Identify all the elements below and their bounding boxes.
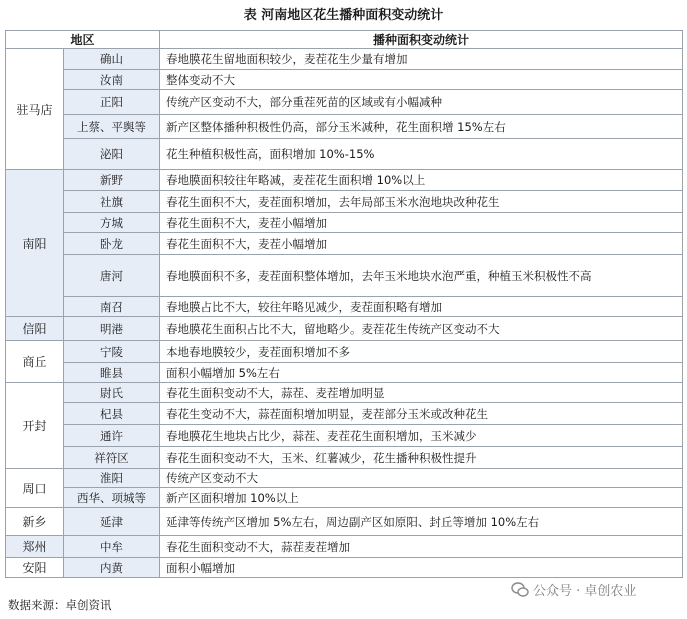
area-cell: 祥符区 xyxy=(64,447,160,469)
area-cell: 社旗 xyxy=(64,191,160,213)
area-cell: 卧龙 xyxy=(64,233,160,255)
region-cell: 开封 xyxy=(6,383,64,469)
table-row xyxy=(6,191,683,213)
region-cell: 南阳 xyxy=(6,170,64,317)
change-description-cell: 面积小幅增加 5%左右 xyxy=(160,363,683,383)
region-cell: 新乡 xyxy=(6,508,64,536)
area-cell: 唐河 xyxy=(64,255,160,297)
planting-area-table xyxy=(5,30,683,578)
table-row xyxy=(6,536,683,558)
table-row xyxy=(6,115,683,139)
table-row xyxy=(6,170,683,191)
area-cell: 杞县 xyxy=(64,403,160,425)
table-row xyxy=(6,341,683,363)
table-row xyxy=(6,558,683,578)
area-cell: 中牟 xyxy=(64,536,160,558)
area-cell: 南召 xyxy=(64,297,160,317)
header-region: 地区 xyxy=(6,31,160,49)
table-row xyxy=(6,70,683,90)
header-change: 播种面积变动统计 xyxy=(160,31,683,49)
table-row xyxy=(6,213,683,233)
table-row xyxy=(6,508,683,536)
change-description-cell: 新产区整体播种积极性仍高，部分玉米减种，花生面积增 15%左右 xyxy=(160,115,683,139)
table-row xyxy=(6,49,683,70)
change-description-cell: 春地膜花生留地面积较少，麦茬花生少量有增加 xyxy=(160,49,683,70)
wechat-icon xyxy=(511,582,529,598)
change-description-cell: 整体变动不大 xyxy=(160,70,683,90)
table-row xyxy=(6,90,683,115)
region-cell: 郑州 xyxy=(6,536,64,558)
area-cell: 明港 xyxy=(64,317,160,341)
change-description-cell: 传统产区变动不大 xyxy=(160,469,683,488)
table-body xyxy=(6,49,683,578)
area-cell: 泌阳 xyxy=(64,139,160,170)
table-row xyxy=(6,403,683,425)
table-row xyxy=(6,447,683,469)
watermark-text: 公众号 · 卓创农业 xyxy=(533,584,637,599)
area-cell: 延津 xyxy=(64,508,160,536)
table-row xyxy=(6,425,683,447)
change-description-cell: 春花生面积变动不大，蒜茬、麦茬增加明显 xyxy=(160,383,683,403)
table-row xyxy=(6,297,683,317)
table-row xyxy=(6,233,683,255)
table-row xyxy=(6,383,683,403)
area-cell: 新野 xyxy=(64,170,160,191)
change-description-cell: 春地膜花生面积占比不大，留地略少。麦茬花生传统产区变动不大 xyxy=(160,317,683,341)
area-cell: 通许 xyxy=(64,425,160,447)
table-row xyxy=(6,488,683,508)
change-description-cell: 春地膜花生地块占比少，蒜茬、麦茬花生面积增加，玉米减少 xyxy=(160,425,683,447)
change-description-cell: 春花生变动不大，蒜茬面积增加明显，麦茬部分玉米或改种花生 xyxy=(160,403,683,425)
table-header-row xyxy=(6,31,683,49)
change-description-cell: 传统产区变动不大，部分重茬死苗的区域或有小幅减种 xyxy=(160,90,683,115)
region-cell: 驻马店 xyxy=(6,49,64,170)
area-cell: 方城 xyxy=(64,213,160,233)
table-row xyxy=(6,469,683,488)
change-description-cell: 本地春地膜较少，麦茬面积增加不多 xyxy=(160,341,683,363)
area-cell: 尉氏 xyxy=(64,383,160,403)
table-title: 表 河南地区花生播种面积变动统计 xyxy=(243,8,444,23)
change-description-cell: 春花生面积不大，麦茬小幅增加 xyxy=(160,233,683,255)
region-cell: 信阳 xyxy=(6,317,64,341)
table-row xyxy=(6,255,683,297)
area-cell: 确山 xyxy=(64,49,160,70)
watermark xyxy=(511,580,636,599)
table-row xyxy=(6,317,683,341)
region-cell: 周口 xyxy=(6,469,64,508)
change-description-cell: 春地膜面积较往年略减，麦茬花生面积增 10%以上 xyxy=(160,170,683,191)
area-cell: 西华、项城等 xyxy=(64,488,160,508)
table-row xyxy=(6,139,683,170)
area-cell: 内黄 xyxy=(64,558,160,578)
table-row xyxy=(6,363,683,383)
change-description-cell: 春花生面积变动不大，蒜茬麦茬增加 xyxy=(160,536,683,558)
change-description-cell: 春花生面积变动不大，玉米、红薯减少，花生播种积极性提升 xyxy=(160,447,683,469)
data-source: 数据来源：卓创资讯 xyxy=(8,598,112,612)
area-cell: 淮阳 xyxy=(64,469,160,488)
region-cell: 商丘 xyxy=(6,341,64,383)
change-description-cell: 春地膜面积不多，麦茬面积整体增加，去年玉米地块水泡严重，种植玉米积极性不高 xyxy=(160,255,683,297)
area-cell: 上蔡、平舆等 xyxy=(64,115,160,139)
region-cell: 安阳 xyxy=(6,558,64,578)
area-cell: 正阳 xyxy=(64,90,160,115)
change-description-cell: 花生种植积极性高，面积增加 10%-15% xyxy=(160,139,683,170)
change-description-cell: 春地膜占比不大，较往年略见减少，麦茬面积略有增加 xyxy=(160,297,683,317)
change-description-cell: 新产区面积增加 10%以上 xyxy=(160,488,683,508)
area-cell: 宁陵 xyxy=(64,341,160,363)
area-cell: 汝南 xyxy=(64,70,160,90)
area-cell: 睢县 xyxy=(64,363,160,383)
change-description-cell: 春花生面积不大，麦茬小幅增加 xyxy=(160,213,683,233)
change-description-cell: 春花生面积不大，麦茬面积增加，去年局部玉米水泡地块改种花生 xyxy=(160,191,683,213)
change-description-cell: 延津等传统产区增加 5%左右，周边副产区如原阳、封丘等增加 10%左右 xyxy=(160,508,683,536)
change-description-cell: 面积小幅增加 xyxy=(160,558,683,578)
